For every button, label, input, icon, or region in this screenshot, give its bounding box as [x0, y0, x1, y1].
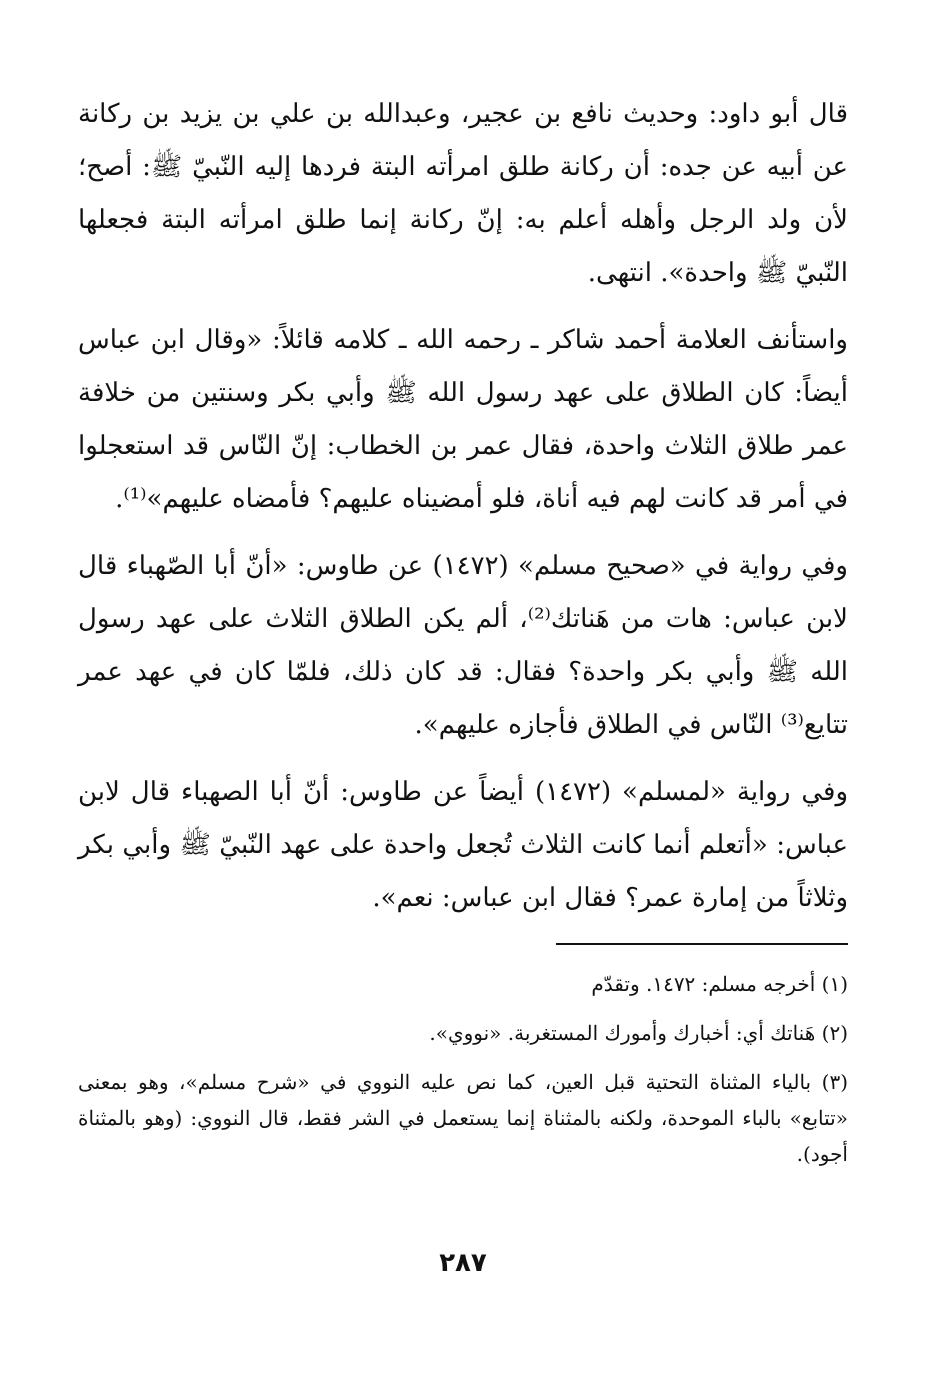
book-page [78, 88, 848, 1316]
footnote-2: (٢) هَناتك أي: أخبارك وأمورك المستغربة. «نووي». [429, 1021, 848, 1045]
footnote-divider [556, 943, 848, 945]
paragraph-ahmad-shakir: واستأنف العلامة أحمد شاكر ـ رحمه الله ـ كلامه قائلاً: «وقال ابن عباس أيضاً: كان الطلاق على عهد رسول الله ﷺ وأبي بكر وسنتين من خلافة عمر طلاق الثلاث واحدة، فقال عمر بن الخطاب: إنّ النّاس قد استعجلوا في أمر قد كانت لهم فيه أناة، فلو أمضيناه عليهم؟ فأمضاه عليهم»⁽¹⁾. [78, 325, 848, 514]
paragraph-sahih-muslim-narration: وفي رواية في «صحيح مسلم» (١٤٧٢) عن طاوس: «أنّ أبا الصّهباء قال لابن عباس: هات من هَناتك⁽²⁾، ألم يكن الطلاق الثلاث على عهد رسول الله ﷺ وأبي بكر واحدة؟ فقال: قد كان ذلك، فلمّا كان في عهد عمر تتايع⁽³⁾ النّاس في الطلاق فأجازه عليهم». [78, 551, 848, 740]
page-number: ٢٨٧ [439, 1248, 487, 1278]
footnote-1: (١) أخرجه مسلم: ١٤٧٢. وتقدّم [591, 972, 848, 996]
paragraph-muslim-second-narration: وفي رواية «لمسلم» (١٤٧٢) أيضاً عن طاوس: أنّ أبا الصهباء قال لابن عباس: «أتعلم أنما كانت الثلاث تُجعل واحدة على عهد النّبيّ ﷺ وأبي بكر وثلاثاً من إمارة عمر؟ فقال ابن عباس: نعم». [78, 777, 848, 913]
footnote-3: (٣) بالياء المثناة التحتية قبل العين، كما نص عليه النووي في «شرح مسلم»، وهو بمعنى «تتابع» بالباء الموحدة، ولكنه بالمثناة إنما يستعمل في الشر فقط، قال النووي: (وهو بالمثناة أجود). [78, 1070, 848, 1166]
paragraph-abu-dawud: قال أبو داود: وحديث نافع بن عجير، وعبدالله بن علي بن يزيد بن ركانة عن أبيه عن جده: أن ركانة طلق امرأته البتة فردها إليه النّبيّ ﷺ: أصح؛ لأن ولد الرجل وأهله أعلم به: إنّ ركانة إنما طلق امرأته البتة فجعلها النّبيّ ﷺ واحدة». انتهى. [78, 99, 849, 288]
footnotes [78, 958, 848, 1185]
